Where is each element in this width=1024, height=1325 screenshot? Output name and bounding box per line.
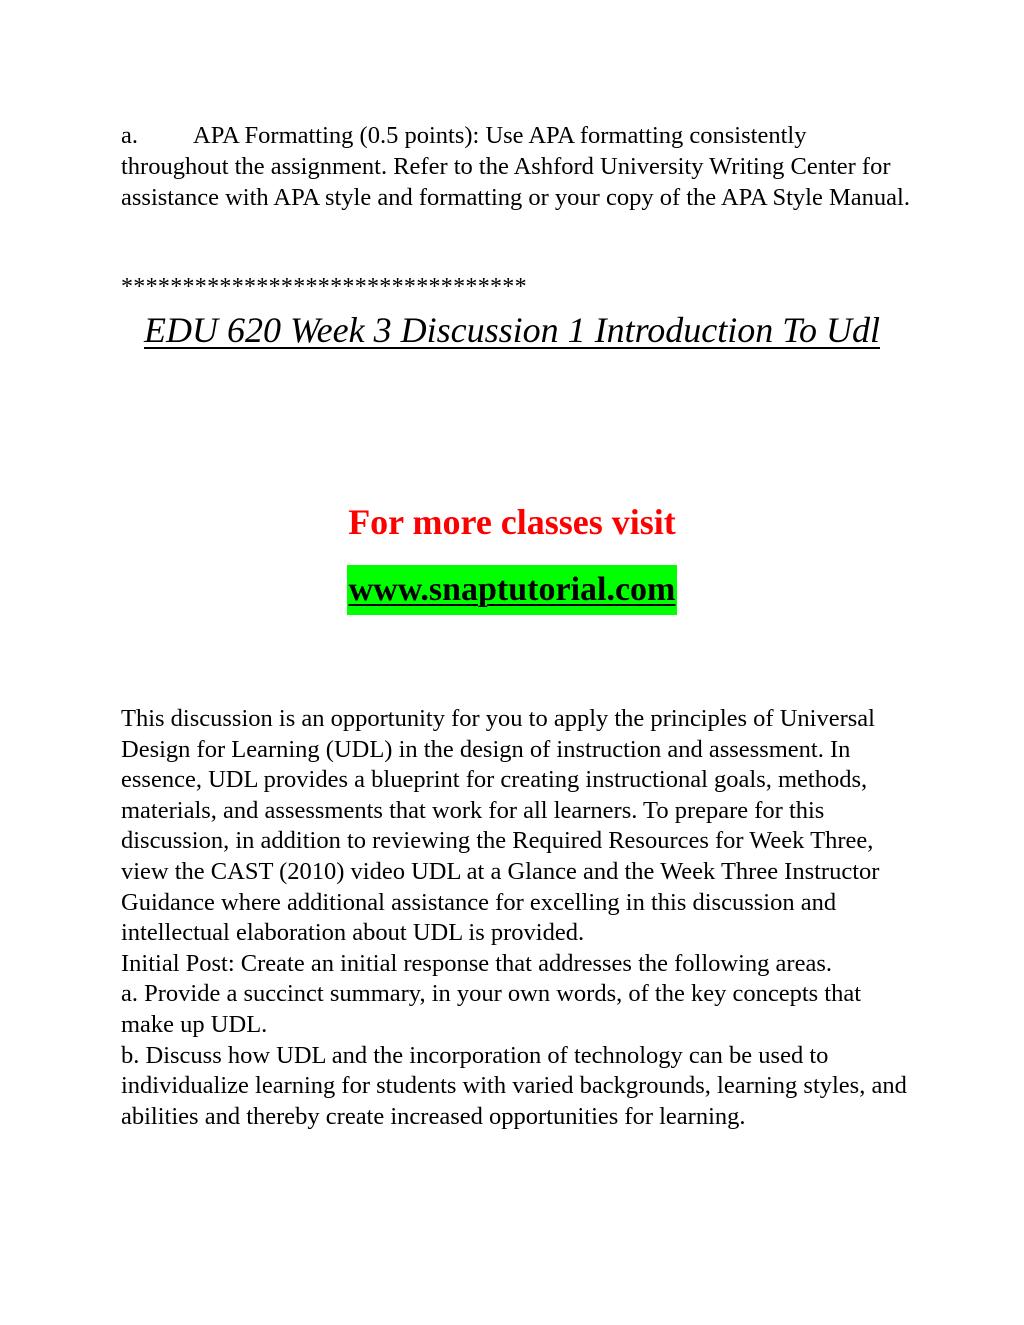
document-title: EDU 620 Week 3 Discussion 1 Introduction To Udl <box>144 310 880 350</box>
snaptutorial-link[interactable]: www.snaptutorial.com <box>347 565 678 615</box>
discussion-body <box>121 704 911 1132</box>
asterisk-separator: ********************************* <box>121 274 527 300</box>
item-b-paragraph: b. Discuss how UDL and the incorporation of technology can be used to individualize learning for students with varied backgrounds, learning styles, and abilities and thereby create increased opportunities for learning. <box>121 1041 907 1130</box>
promo-link-container <box>0 565 1024 615</box>
promo-text: For more classes visit <box>348 502 676 542</box>
initial-post-paragraph: Initial Post: Create an initial response that addresses the following areas. <box>121 949 832 977</box>
apa-formatting-item <box>121 120 911 213</box>
apa-formatting-text: APA Formatting (0.5 points): Use APA formatting consistently throughout the assignment. Refer to the Ashford University Writing Center for assistance with APA style and formatting or your copy of the APA Style Manual. <box>121 122 910 211</box>
discussion-intro-paragraph: This discussion is an opportunity for you to apply the principles of Universal Design for Learning (UDL) in the design of instruction and assessment. In essence, UDL provides a blueprint for creating instructional goals, methods, materials, and assessments that work for all learners. To prepare for this discussion, in addition to reviewing the Required Resources for Week Three, view the CAST (2010) video UDL at a Glance and the Week Three Instructor Guidance where additional assistance for excelling in this discussion and intellectual elaboration about UDL is provided. <box>121 705 880 947</box>
item-a-paragraph: a. Provide a succinct summary, in your own words, of the key concepts that make up UDL. <box>121 980 862 1038</box>
list-marker: a. <box>121 122 138 149</box>
